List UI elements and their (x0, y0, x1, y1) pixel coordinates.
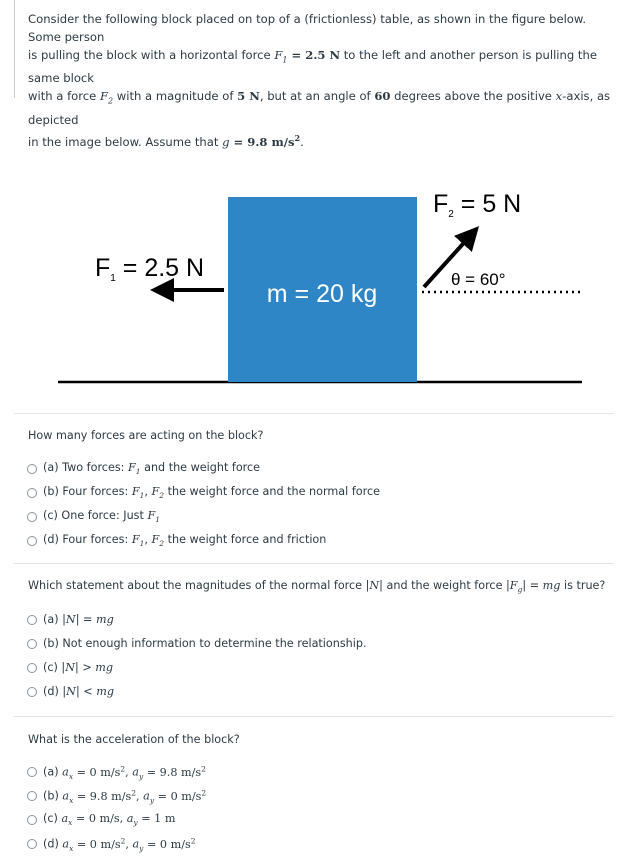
divider (14, 413, 614, 414)
intro-text: degrees above the positive (390, 89, 556, 104)
radio-button[interactable] (27, 488, 37, 498)
radio-button[interactable] (27, 615, 37, 625)
f1-subscript: 1 (282, 55, 288, 65)
question-3-prompt: What is the acceleration of the block? (28, 733, 240, 746)
angle-value: 60 (374, 89, 391, 104)
q1-option-d[interactable]: (d) Four forces: $F_1$, $F_2$ the weight force and friction (27, 533, 326, 548)
x-symbol: x (555, 89, 563, 104)
q3-option-c[interactable]: (c) $a_x = 0$ m/s, $a_y = 1$ m (27, 812, 175, 827)
radio-button[interactable] (27, 663, 37, 673)
radio-button[interactable] (27, 639, 37, 649)
angle-label: θ = 60° (451, 270, 506, 289)
f2-label: $F_2 = 5$ N (433, 190, 522, 220)
problem-statement (28, 10, 612, 150)
intro-line-2 (28, 46, 612, 87)
intro-line-3 (28, 87, 612, 128)
question-2-prompt: Which statement about the magnitudes of the normal force |N| and the weight force $|F_g|$ = mg is true? (28, 579, 606, 595)
f2-symbol: F (99, 89, 108, 104)
intro-text: -axis, as depicted (28, 89, 611, 127)
left-border-rule (14, 0, 15, 98)
f2-subscript: 2 (108, 96, 114, 106)
question-1-prompt: How many forces are acting on the block? (28, 429, 264, 442)
q2-option-a[interactable]: (a) |N| = mg (27, 613, 114, 626)
radio-button[interactable] (27, 767, 37, 777)
q2-option-b[interactable]: (b) Not enough information to determine the relationship. (27, 637, 367, 650)
intro-line-1: Consider the following block placed on top of a (frictionless) table, as shown in the figure below. Some person (28, 12, 586, 44)
q1-option-c[interactable]: (c) One force: Just $F_1$ (27, 509, 160, 524)
g-exponent: 2 (294, 132, 301, 143)
g-symbol: g (222, 134, 230, 149)
intro-text: . (300, 134, 304, 149)
f1-symbol: F (274, 48, 283, 62)
intro-line-4 (28, 129, 612, 151)
f2-magnitude: 5 N (237, 89, 260, 104)
mass-label: m = 20 kg (266, 280, 378, 308)
intro-text: to the left and another person is pulling the same block (28, 48, 597, 86)
divider (14, 563, 614, 564)
force-diagram (0, 175, 618, 395)
q2-option-c[interactable]: (c) |N| > mg (27, 661, 113, 674)
q1-option-b[interactable]: (b) Four forces: $F_1$, $F_2$ the weight force and the normal force (27, 485, 380, 500)
intro-text: with a force (28, 89, 100, 104)
radio-button[interactable] (27, 791, 37, 801)
q3-option-a[interactable]: (a) $a_x = 0$ $m/s^2$, $a_y = 9.8$ $m/s^2$ (27, 764, 206, 781)
radio-button[interactable] (27, 815, 37, 825)
intro-text: with a magnitude of (113, 89, 238, 104)
f1-label: $F_1 = 2.5$ N (95, 254, 205, 284)
radio-button[interactable] (27, 839, 37, 849)
divider (14, 716, 614, 717)
g-value: = 9.8 m/s (229, 134, 295, 149)
intro-text: is pulling the block with a horizontal force (28, 48, 275, 62)
q3-option-b[interactable]: (b) $a_x = 9.8$ $m/s^2$, $a_y = 0$ $m/s^2$ (27, 788, 206, 805)
f1-value: = 2.5 N (287, 48, 341, 62)
q1-option-a[interactable]: (a) Two forces: $F_1$ and the weight force (27, 461, 260, 476)
intro-text: in the image below. Assume that (28, 134, 223, 149)
q3-option-d[interactable]: (d) $a_x = 0$ $m/s^2$, $a_y = 0$ $m/s^2$ (27, 836, 196, 853)
radio-button[interactable] (27, 536, 37, 546)
radio-button[interactable] (27, 464, 37, 474)
intro-text: , but at an angle of (259, 89, 375, 104)
radio-button[interactable] (27, 687, 37, 697)
q2-option-d[interactable]: (d) |N| < mg (27, 685, 114, 698)
radio-button[interactable] (27, 512, 37, 522)
